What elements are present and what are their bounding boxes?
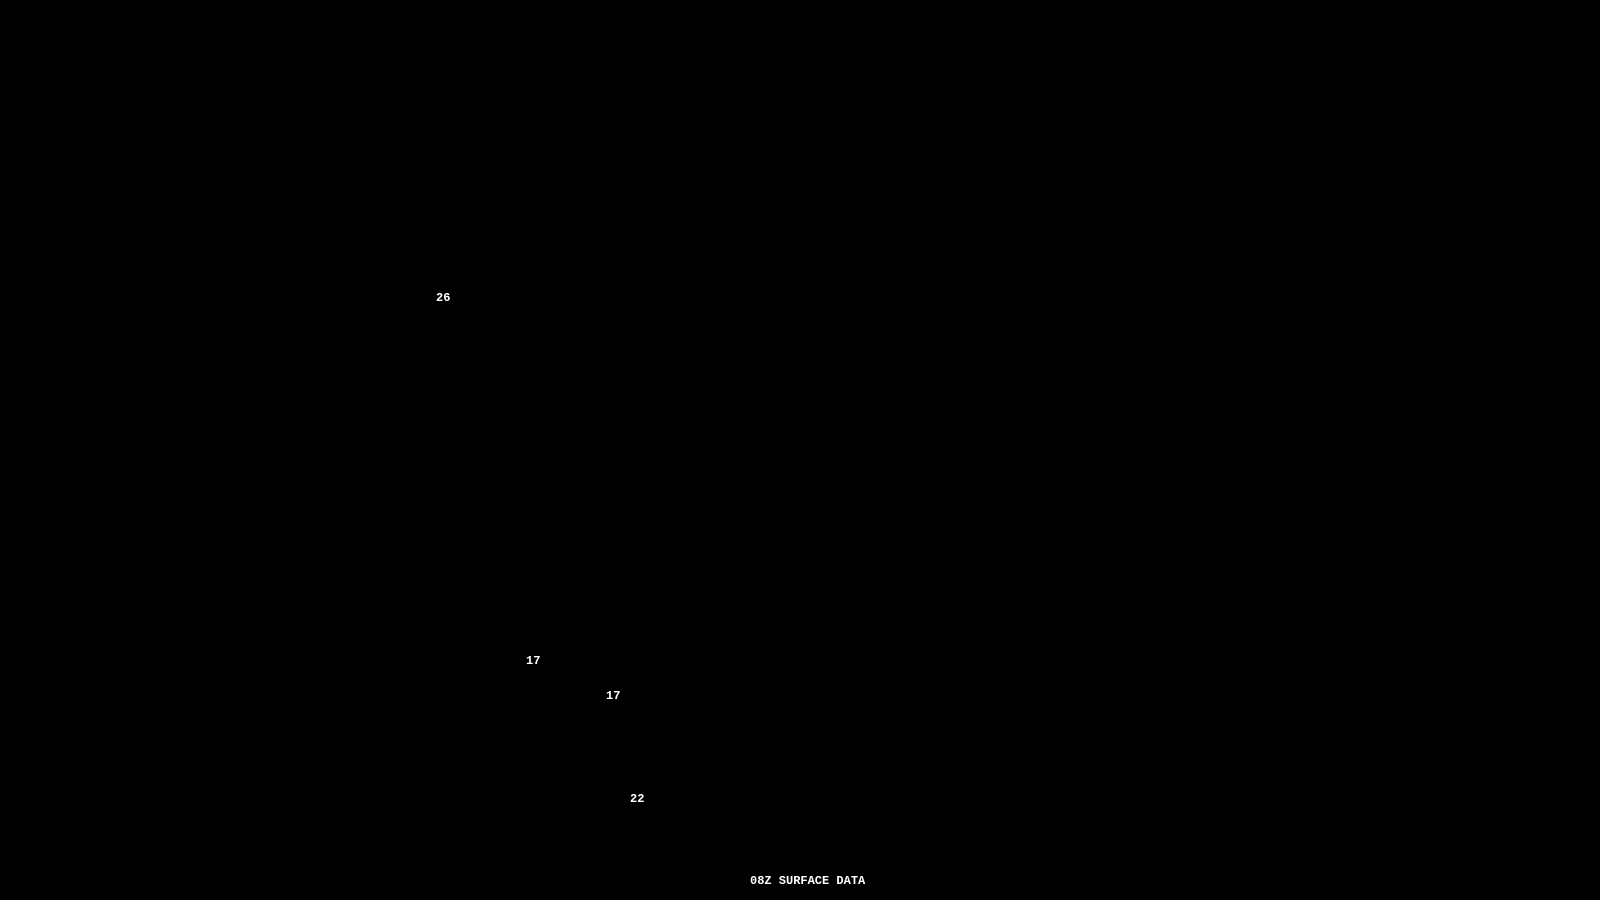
station-temp-label: 26 xyxy=(436,291,451,305)
station-temp-label: 22 xyxy=(630,792,645,806)
station-temp-label: 17 xyxy=(606,689,621,703)
map-caption: 08Z SURFACE DATA xyxy=(750,874,866,888)
station-temp-label: 17 xyxy=(526,654,541,668)
